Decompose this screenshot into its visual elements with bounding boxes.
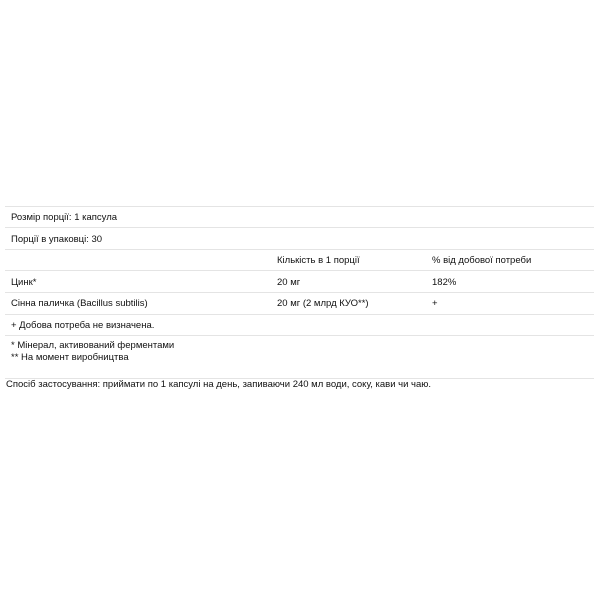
usage-instructions: Спосіб застосування: приймати по 1 капсулі на день, запиваючи 240 мл води, соку, кави чи чаю. — [6, 379, 432, 390]
ingredient-daily-value: 182% — [432, 277, 457, 288]
production-note: ** На момент виробництва — [11, 352, 129, 363]
amount-header: Кількість в 1 порції — [277, 255, 360, 266]
serving-size-row — [5, 207, 594, 228]
daily-value-footnote-row — [5, 315, 594, 336]
ingredient-amount: 20 мг (2 млрд КУО**) — [277, 298, 369, 309]
servings-per-container-text: Порції в упаковці: 30 — [11, 234, 103, 245]
ingredient-amount: 20 мг — [277, 277, 301, 288]
ingredient-name: Сінна паличка (Bacillus subtilis) — [11, 298, 148, 309]
notes-row — [5, 336, 594, 379]
daily-value-footnote: + Добова потреба не визначена. — [11, 320, 155, 331]
serving-size-text: Розмір порції: 1 капсула — [11, 212, 118, 223]
table-row — [5, 293, 594, 315]
ingredient-name: Цинк* — [11, 277, 37, 288]
mineral-note: * Мінерал, активований ферментами — [11, 340, 175, 351]
table-header-row — [5, 250, 594, 271]
ingredient-daily-value: + — [432, 298, 438, 309]
servings-per-container-row — [5, 228, 594, 250]
table-row — [5, 271, 594, 293]
daily-value-header: % від добової потреби — [432, 255, 532, 266]
supplement-facts-table — [5, 206, 594, 379]
